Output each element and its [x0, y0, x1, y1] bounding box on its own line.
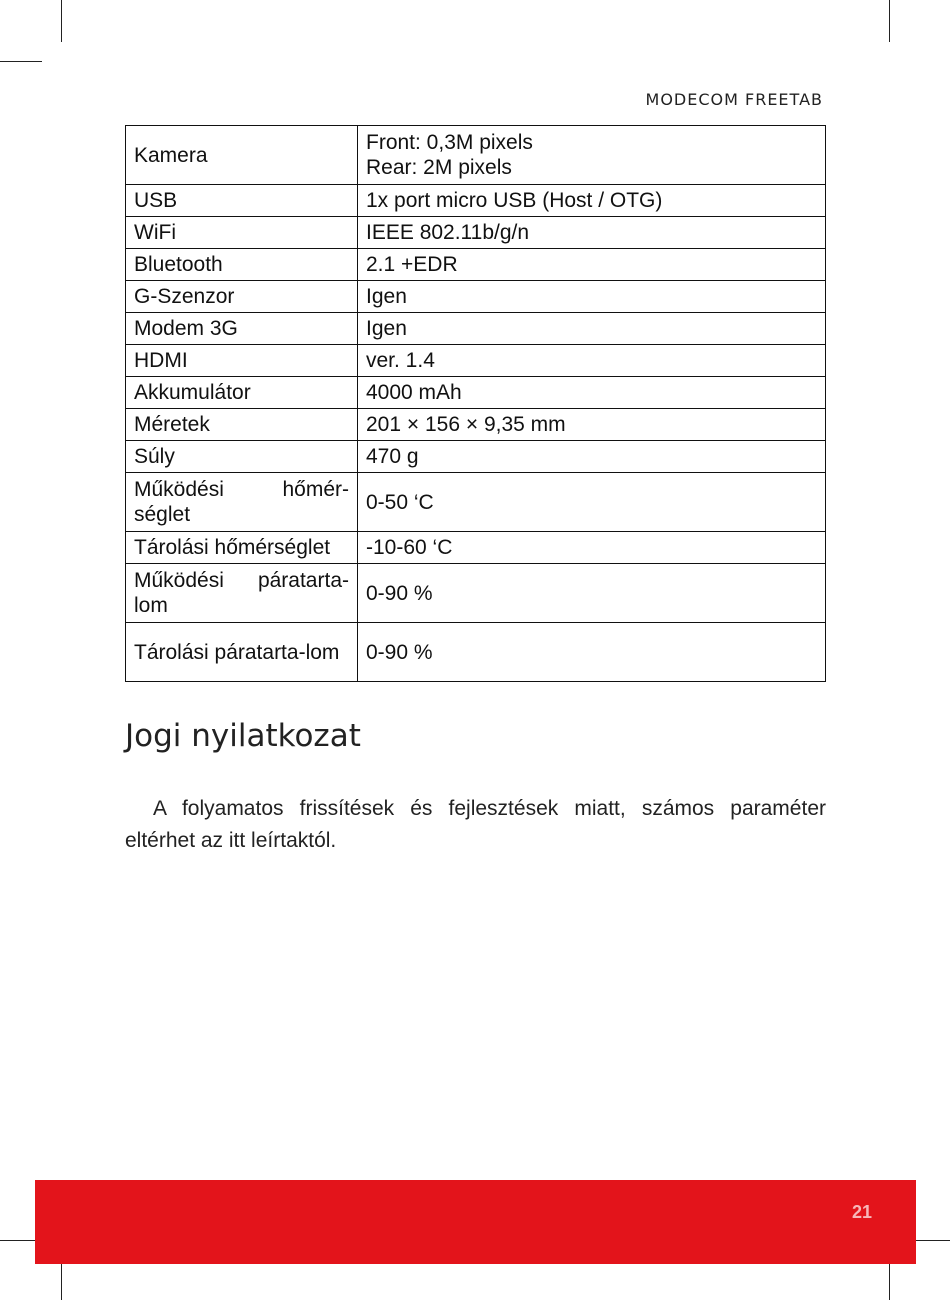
spec-label: Modem 3G — [126, 313, 358, 345]
spec-value: 4000 mAh — [358, 377, 826, 409]
table-row — [126, 441, 826, 473]
spec-value: 0-90 % — [358, 564, 826, 623]
spec-label: WiFi — [126, 217, 358, 249]
table-row — [126, 345, 826, 377]
spec-label: Kamera — [126, 126, 358, 185]
spec-label: Bluetooth — [126, 249, 358, 281]
section-title: Jogi nyilatkozat — [125, 718, 361, 754]
table-row — [126, 249, 826, 281]
spec-value: 1x port micro USB (Host / OTG) — [358, 185, 826, 217]
disclaimer-paragraph: A folyamatos frissítések és fejlesztések miatt, számos paraméter eltérhet az itt leírtaktól. — [125, 797, 826, 852]
spec-label: Akkumulátor — [126, 377, 358, 409]
spec-value: 0-50 ‘C — [358, 473, 826, 532]
table-row — [126, 126, 826, 185]
table-row — [126, 377, 826, 409]
table-row — [126, 185, 826, 217]
spec-value: Igen — [358, 281, 826, 313]
spec-label: HDMI — [126, 345, 358, 377]
spec-value-line: Rear: 2M pixels — [366, 156, 512, 179]
spec-label: Súly — [126, 441, 358, 473]
crop-mark — [61, 1258, 62, 1300]
spec-value-line: Front: 0,3M pixels — [366, 131, 533, 154]
spec-value: -10-60 ‘C — [358, 532, 826, 564]
spec-value: 0-90 % — [358, 623, 826, 682]
specs-table — [125, 125, 826, 682]
spec-label: Tárolási hőmérséglet — [126, 532, 358, 564]
page-number: 21 — [851, 1202, 872, 1222]
crop-mark — [61, 0, 62, 42]
spec-value: 470 g — [358, 441, 826, 473]
spec-value: 201 × 156 × 9,35 mm — [358, 409, 826, 441]
crop-mark — [0, 61, 42, 62]
table-row — [126, 564, 826, 623]
crop-mark — [889, 1258, 890, 1300]
table-row — [126, 473, 826, 532]
table-row — [126, 532, 826, 564]
spec-label: Méretek — [126, 409, 358, 441]
table-row — [126, 409, 826, 441]
table-row — [126, 313, 826, 345]
table-row — [126, 217, 826, 249]
header-brand: MODECOM FREETAB — [645, 90, 823, 109]
table-row — [126, 623, 826, 682]
spec-label: USB — [126, 185, 358, 217]
spec-value: IEEE 802.11b/g/n — [358, 217, 826, 249]
footer-bar — [35, 1180, 916, 1264]
spec-value: Igen — [358, 313, 826, 345]
spec-label: Tárolási páratarta-lom — [126, 623, 358, 682]
table-row — [126, 281, 826, 313]
spec-label: Működési hőmér-séglet — [126, 473, 358, 532]
spec-value: 2.1 +EDR — [358, 249, 826, 281]
spec-label: G-Szenzor — [126, 281, 358, 313]
spec-label: Működési páratarta-lom — [126, 564, 358, 623]
spec-value: ver. 1.4 — [358, 345, 826, 377]
spec-value — [358, 126, 826, 185]
crop-mark — [889, 0, 890, 42]
